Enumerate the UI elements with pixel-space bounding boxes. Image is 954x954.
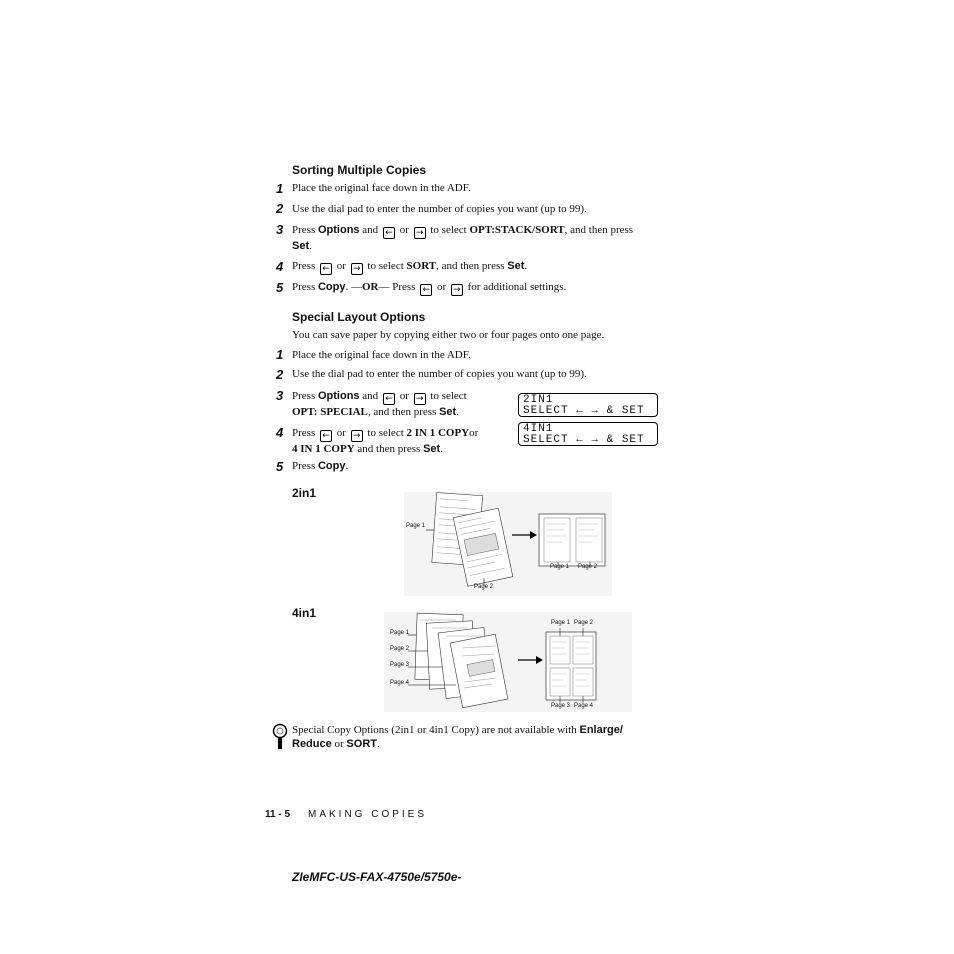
caption-page1: Page 1 [406,523,426,529]
left-arrow-key-icon: ← [383,393,395,405]
caption-page1: Page 1 [390,630,410,636]
lcd-line: SELECT ← → & SET [523,434,645,446]
step-number: 2 [276,201,284,216]
lcd-line: SELECT ← → & SET [523,405,645,417]
right-arrow-key-icon: → [414,393,426,405]
step-text: Use the dial pad to enter the number of copies you want (up to 99). [292,368,587,380]
step-text: Place the original face down in the ADF. [292,182,471,194]
section-heading-sorting: Sorting Multiple Copies [292,163,426,177]
document-id: ZIeMFC-US-FAX-4750e/5750e- [292,870,462,884]
step-text: Press Options and ← or → to select OPT:STACK/SORT, and then press Set. [292,224,634,252]
lcd-display-4in1 [518,422,658,446]
lcd-line: 2IN1 [523,394,554,406]
caption-output-page4: Page 4 [574,703,594,709]
step-number: 2 [276,367,284,382]
caption-output-page1: Page 1 [551,620,571,626]
step-text: Press Copy. —OR— Press ← or → for additional settings. [292,281,567,295]
diagram-2in1 [404,492,612,596]
caption-page2: Page 2 [474,584,494,590]
right-arrow-key-icon: → [414,227,426,239]
lightbulb-icon [272,723,288,751]
step-text: Place the original face down in the ADF. [292,349,471,361]
caption-output-page2: Page 2 [578,564,598,570]
step-number: 1 [276,347,284,362]
right-arrow-key-icon: → [351,263,363,275]
page-number: 11 - 5 [265,809,291,820]
left-arrow-key-icon: ← [383,227,395,239]
figure-label-4in1: 4in1 [292,606,317,620]
note-icon [272,723,288,751]
left-arrow-key-icon: ← [320,263,332,275]
caption-output-page1: Page 1 [550,564,570,570]
chapter-title: MAKING COPIES [308,809,428,820]
right-arrow-key-icon: → [451,284,463,296]
caption-page4: Page 4 [390,680,410,686]
step-text: Use the dial pad to enter the number of copies you want (up to 99). [292,203,587,215]
diagram-4in1 [384,612,632,712]
step-number: 5 [276,459,284,474]
caption-output-page3: Page 3 [551,703,571,709]
right-arrow-key-icon: → [351,430,363,442]
caption-page3: Page 3 [390,662,410,668]
step-text: Press Options and ← or → to select OPT: SPECIAL, and then press Set. [292,390,467,418]
step-number: 3 [276,222,284,237]
step-text: Press ← or → to select 2 IN 1 COPYor 4 IN 1 COPY and then press Set. [292,427,479,455]
step-number: 4 [276,259,284,274]
left-arrow-key-icon: ← [320,430,332,442]
step-number: 1 [276,181,284,196]
section-heading-special: Special Layout Options [292,310,426,324]
step-number: 4 [276,425,284,440]
note-text: Special Copy Options (2in1 or 4in1 Copy) are not available with Enlarge/ Reduce or SORT. [292,724,623,750]
left-arrow-key-icon: ← [420,284,432,296]
step-text: Press ← or → to select SORT, and then press Set. [292,260,528,274]
diagram-2in1-graphic [404,492,612,596]
step-text: Press Copy. [292,460,349,472]
caption-page2: Page 2 [390,646,410,652]
diagram-4in1-graphic [384,612,632,712]
section-intro: You can save paper by copying either two or four pages onto one page. [292,329,605,341]
lcd-line: 4IN1 [523,423,554,435]
caption-output-page2: Page 2 [574,620,594,626]
step-number: 3 [276,388,284,403]
step-number: 5 [276,280,284,295]
lcd-display-2in1 [518,393,658,417]
figure-label-2in1: 2in1 [292,486,317,500]
